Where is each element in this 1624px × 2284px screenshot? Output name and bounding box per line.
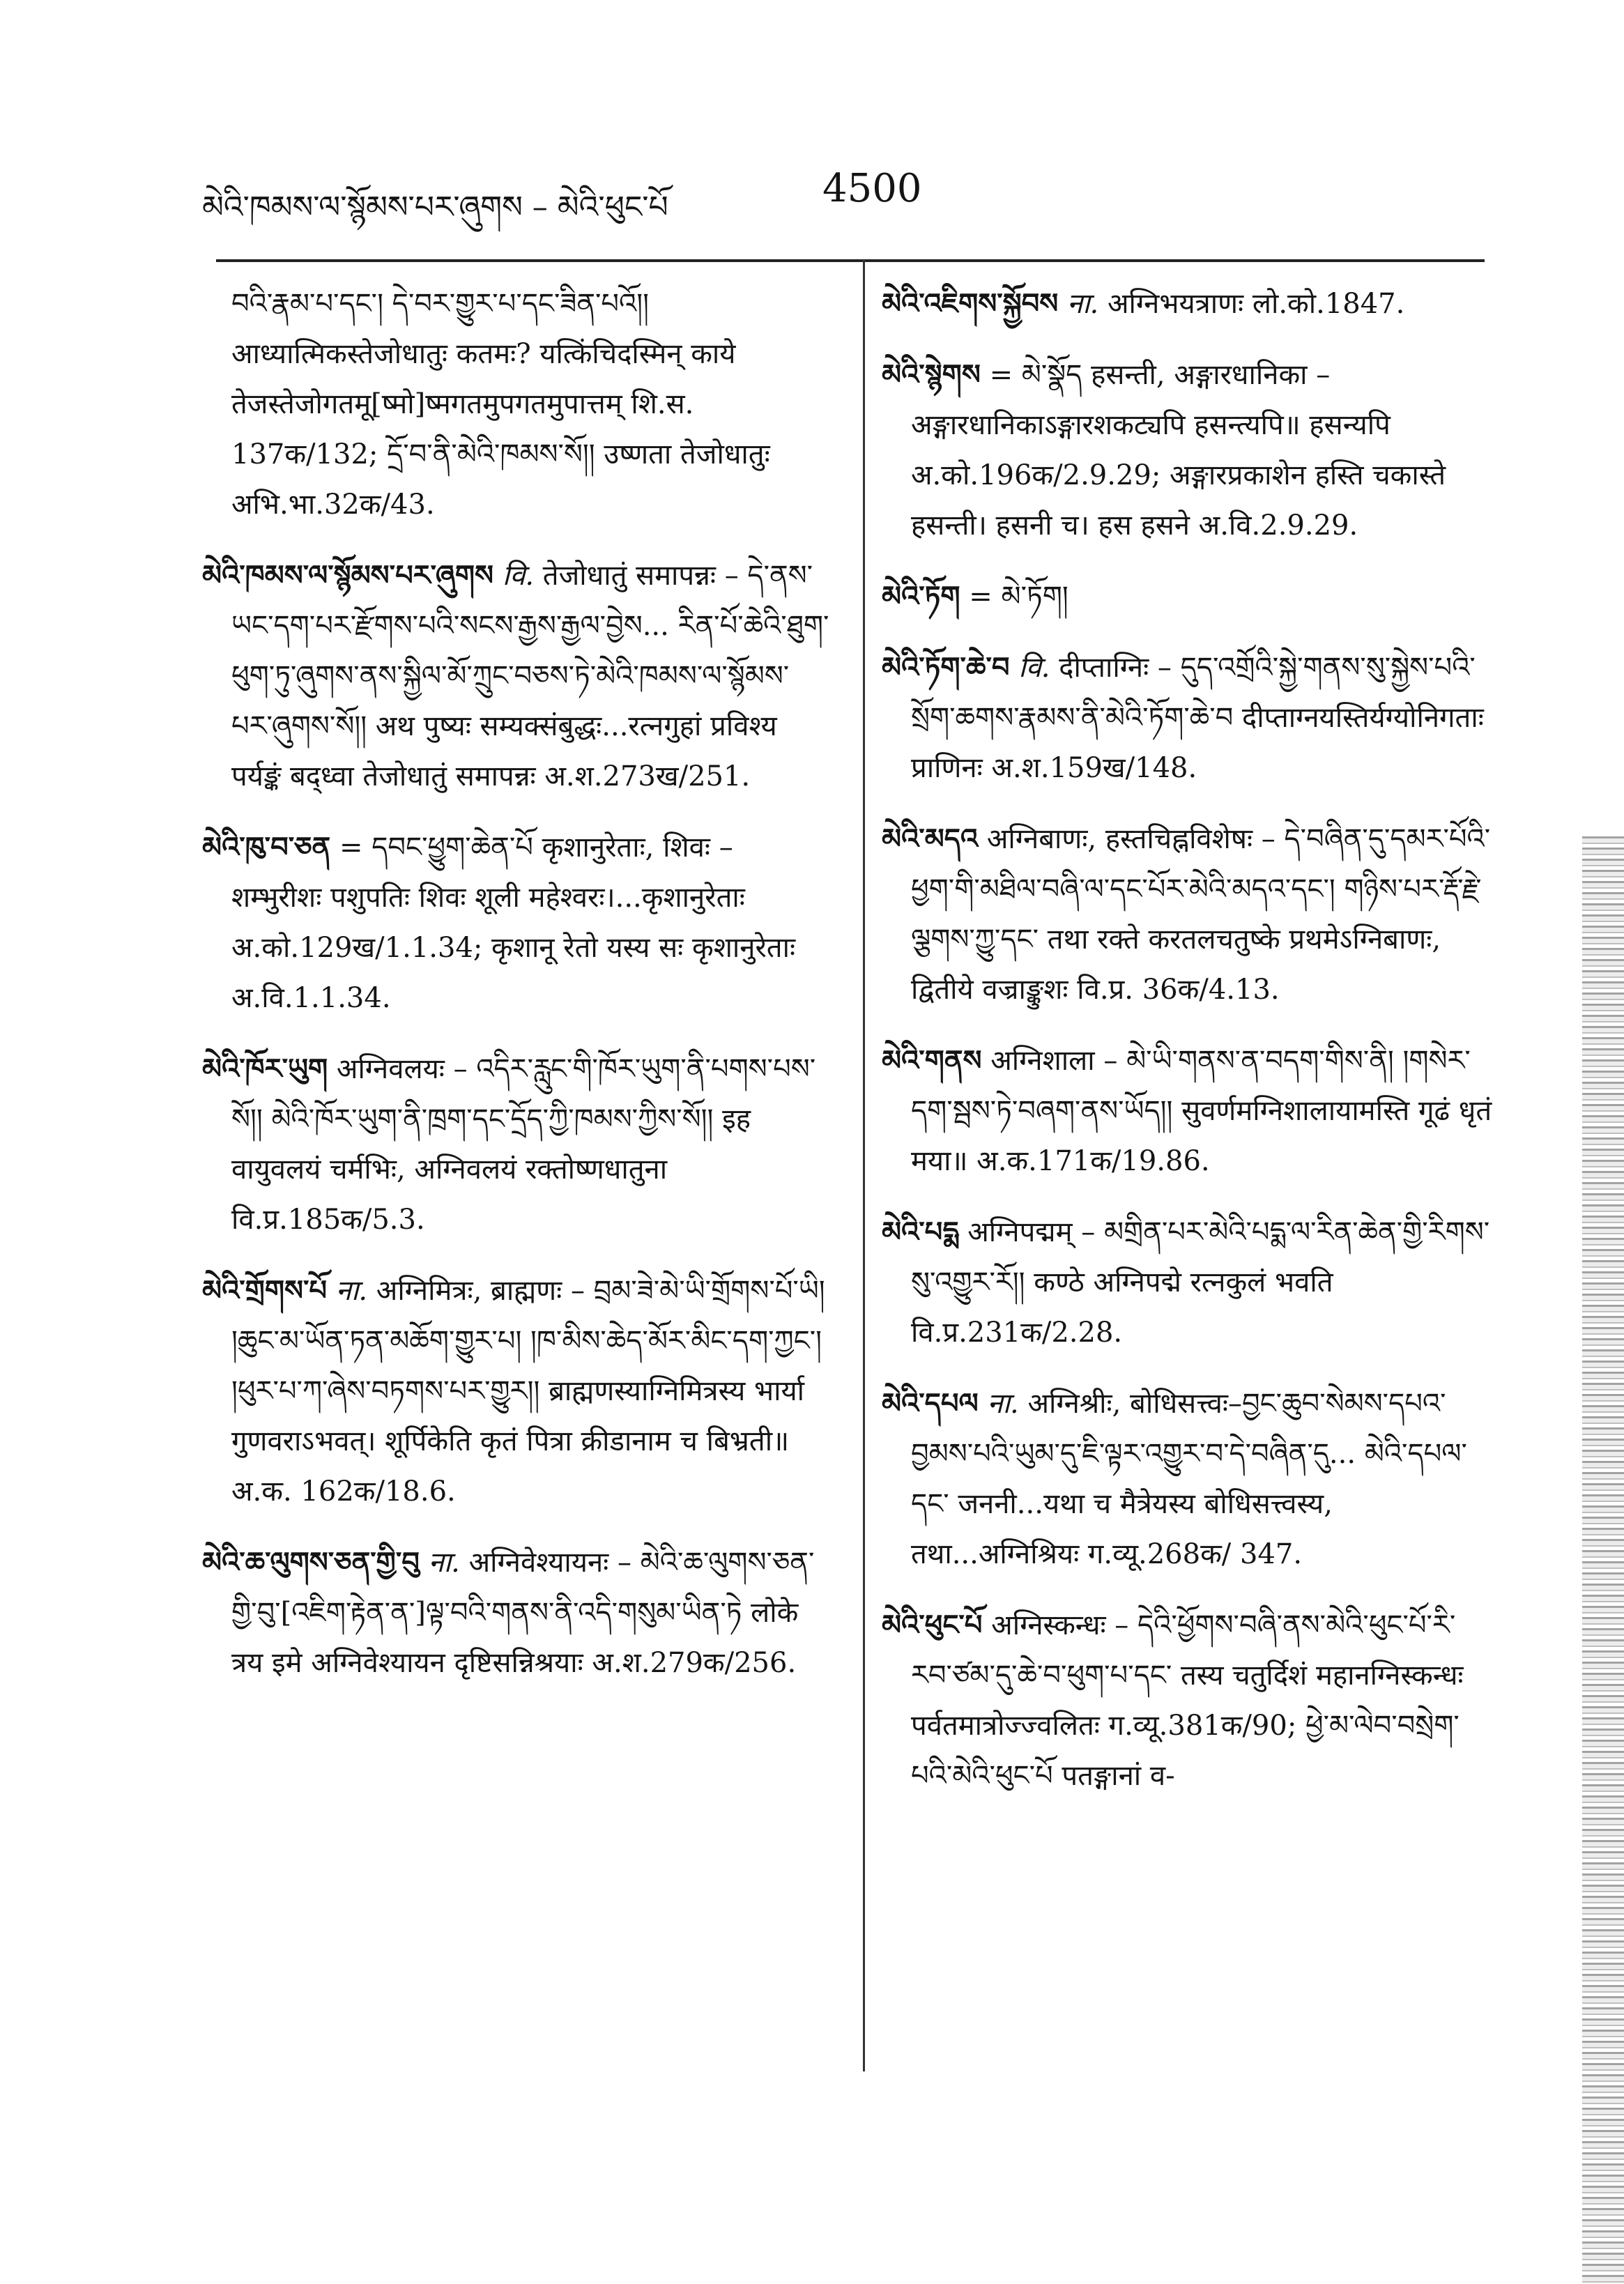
entry-text: अग्निवेश्यायनः – མེའི་ཆ་ལུགས་ཅན་གྱི་བུ་[འཇིག་རྟེན་ན་]ལྟ་བའི་གནས་ནི་འདི་གསུམ་ཡིན་ཏེ लोके त्रय इमे अग्निवेश्यायन दृष्टिसन्निश्रयाः अ.श.279क/256.	[231, 1547, 815, 1679]
dictionary-entry	[882, 1600, 1495, 1801]
entry-text: अग्निश्रीः, बोधिसत्त्वः–བྱང་ཆུབ་སེམས་དཔའ་བྱམས་པའི་ཡུམ་དུ་ཇི་ལྟར་འགྱུར་བ་དེ་བཞིན་དུ... མེའི་དཔལ་དང་ जननी...यथा च मैत्रेयस्य बोधिसत्त्वस्य, तथा...अग्निश्रियः ग.व्यू.268क/ 347.	[911, 1388, 1467, 1570]
entry-text: अग्निमित्रः, ब्राह्मणः – བྲམ་ཟེ་མེ་ཡི་གྲོགས་པོ་ཡི། །ཆུང་མ་ཡོན་ཏན་མཆོག་གྱུར་པ། །ཁ་མིས་ཆེད་མོར་མིང་དག་ཀྱང་། །ཕུར་པ་ཀ་ཞེས་བཏགས་པར་གྱུར།། ब्राह्मणस्याग्निमित्रस्य भार्या गुणवराऽभवत्। शूर्पिकेति कृतं पित्रा क्रीडानाम च बिभ्रती॥ अ.क. 162क/18.6.	[231, 1275, 825, 1508]
entry-headword: མེའི་འཇིགས་སྐྱོབས	[882, 287, 1059, 320]
page-header	[202, 166, 1387, 225]
dictionary-entry	[202, 1266, 829, 1517]
entry-text: अग्निबाणः, हस्तचिह्नविशेषः – དེ་བཞིན་དུ་དམར་པོའི་ཕྱག་གི་མཐིལ་བཞི་ལ་དང་པོར་མེའི་མདའ་དང་། གཉིས་པར་རྡོ་རྗེ་ལྕགས་ཀྱུ་དང་ तथा रक्ते करतलचतुष्के प्रथमेऽग्निबाणः, द्वितीये वज्राङ्कुशः वि.प्र. 36क/4.13.	[911, 823, 1491, 1006]
grammar-note: वि.	[502, 560, 535, 592]
dictionary-entry	[202, 1044, 829, 1245]
scan-edge-artifact	[1582, 836, 1624, 2284]
dictionary-entry	[882, 1036, 1495, 1186]
entry-headword: མེའི་དཔལ	[882, 1387, 979, 1420]
entry-text: तेजोधातुं समापन्नः – དེ་ནས་ཡང་དག་པར་རྫོགས་པའི་སངས་རྒྱས་རྒྱལ་བྱེས... རིན་པོ་ཆེའི་ཐུག་ཕུག་ཏུ་ཞུགས་ནས་སྐྱིལ་མོ་ཀྲུང་བཅས་ཏེ་མེའི་ཁམས་ལ་སྙོམས་པར་ཞུགས་སོ།། अथ पुष्यः सम्यक्संबुद्धः...रत्नगुहां प्रविश्य पर्यङ्कं बद्ध्वा तेजोधातुं समापन्नः अ.श.273ख/251.	[231, 560, 829, 792]
grammar-note: ना.	[428, 1547, 460, 1579]
entry-text: བའི་རྣམ་པ་དང་། དེ་བར་གྱུར་པ་དང་ཟིན་པའོ།། आध्यात्मिकस्तेजोधातुः कतमः? यत्किंचिदस्मिन् काये तेजस्तेजोगतमू[ष्मो]ष्मगतमुपगतमुपात्तम् शि.स. 137क/132; དྲོ་བ་ནི་མེའི་ཁམས་སོ།། उष्णता तेजोधातुः अभि.भा.32क/43.	[231, 288, 770, 521]
entry-headword: མེའི་ཁམས་ལ་སྙོམས་པར་ཞུགས	[202, 559, 493, 592]
dictionary-entry	[882, 1207, 1495, 1358]
entry-text: अग्निस्कन्धः – དེའི་ཕྱོགས་བཞི་ནས་མེའི་ཕུང་པོ་རི་རབ་ཙམ་དུ་ཆེ་བ་ཕུག་པ་དང་ तस्य चतुर्दिशं महानग्निस्कन्धः पर्वतमात्रोज्ज्वलितः ग.व्यू.381क/90; ཕྱེ་མ་ལེབ་བསྲེག་པའི་མེའི་ཕུང་པོ पतङ्गानां व-	[911, 1609, 1464, 1792]
dictionary-entry	[882, 814, 1495, 1015]
dictionary-entry	[882, 350, 1495, 551]
entry-headword: མེའི་གྲོགས་པོ	[202, 1274, 328, 1307]
grammar-note: वि.	[1018, 652, 1050, 684]
dictionary-entry	[882, 572, 1495, 622]
entry-headword: མེའི་ཁོར་ཡུག	[202, 1052, 328, 1085]
grammar-note: ना.	[335, 1275, 368, 1307]
entry-headword: མེའི་ཏོག་ཆེ་བ	[882, 651, 1010, 684]
running-head: མེའི་ཁམས་ལ་སྙོམས་པར་ཞུགས – མེའི་ཕུང་པོ	[202, 190, 668, 225]
entry-text: अग्निभयत्राणः लो.को.1847.	[1108, 288, 1405, 320]
dictionary-entry	[882, 643, 1495, 793]
column-divider	[863, 259, 865, 2071]
grammar-note: ना.	[1067, 288, 1099, 320]
grammar-note: ना.	[987, 1388, 1019, 1420]
dictionary-entry	[202, 822, 829, 1023]
entry-text: दीप्ताग्निः – དུད་འགྲོའི་སྐྱེ་གནས་སུ་སྐྱེས་པའི་སྲོག་ཆགས་རྣམས་ནི་མེའི་ཏོག་ཆེ་བ दीप्ताग्नयस्तिर्यग्योनिगताः प्राणिनः अ.श.159ख/148.	[911, 652, 1484, 784]
entry-headword: མེའི་ཏོག	[882, 580, 960, 613]
entry-headword: མེའི་ཕུང་པོ	[882, 1609, 983, 1641]
right-column	[882, 279, 1495, 1822]
entry-text: = མེ་སྣོད हसन्ती, अङ्गारधानिका – अङ्गारधानिकाऽङ्गारशकट्यपि हसन्त्यपि॥ हसन्यपि अ.को.196क/2.9.29; अङ्गारप्रकाशेन हस्ति चकास्ते हसन्ती। हसनी च। हस हसने अ.वि.2.9.29.	[911, 359, 1446, 542]
dictionary-entry	[882, 1379, 1495, 1579]
entry-headword: མེའི་མདའ	[882, 822, 979, 855]
entry-headword: མེའི་ཁུ་བ་ཅན	[202, 831, 331, 864]
entry-text: = མེ་ཏོག།	[969, 581, 1068, 613]
entry-text: अग्निपद्मम् – མགྲིན་པར་མེའི་པདྨ་ལ་རིན་ཆེན་གྱི་རིགས་སུ་འགྱུར་རོ།། कण्ठे अग्निपद्मे रत्नकुलं भवति वि.प्र.231क/2.28.	[911, 1216, 1490, 1349]
entry-headword: མེའི་པདྨ	[882, 1216, 959, 1248]
entry-headword: མེའི་གནས	[882, 1044, 982, 1077]
header-rule	[216, 259, 1485, 262]
dictionary-entry	[202, 279, 829, 530]
dictionary-entry	[202, 551, 829, 802]
dictionary-entry	[882, 279, 1495, 329]
dictionary-entry	[202, 1538, 829, 1688]
entry-text: अग्निशाला – མེ་ཡི་གནས་ན་བདག་གིས་ནི། །གསེར་དག་སྦས་ཏེ་བཞག་ནས་ཡོད།། सुवर्णमग्निशालायामस्ति गूढं धृतं मया॥ अ.क.171क/19.86.	[911, 1045, 1492, 1177]
entry-text: अग्निवलयः – འདིར་རླུང་གི་ཁོར་ཡུག་ནི་པགས་པས་སོ།། མེའི་ཁོར་ཡུག་ནི་ཁྲག་དང་དྲོད་ཀྱི་ཁམས་ཀྱིས་སོ།། इह वायुवलयं चर्मभिः, अग्निवलयं रक्तोष्णधातुना वि.प्र.185क/5.3.	[231, 1053, 816, 1236]
page-number: 4500	[822, 166, 922, 211]
entry-headword: མེའི་སྙེགས	[882, 358, 981, 391]
entry-text: = དབང་ཕྱུག་ཆེན་པོ कृशानुरेताः, शिवः – शम्भुरीशः पशुपतिः शिवः शूली महेश्वरः।...कृशानुरेताः अ.को.129ख/1.1.34; कृशानू रेतो यस्य सः कृशानुरेताः अ.वि.1.1.34.	[231, 831, 796, 1014]
left-column	[202, 279, 829, 1709]
entry-headword: མེའི་ཆ་ལུགས་ཅན་གྱི་བུ	[202, 1546, 420, 1579]
